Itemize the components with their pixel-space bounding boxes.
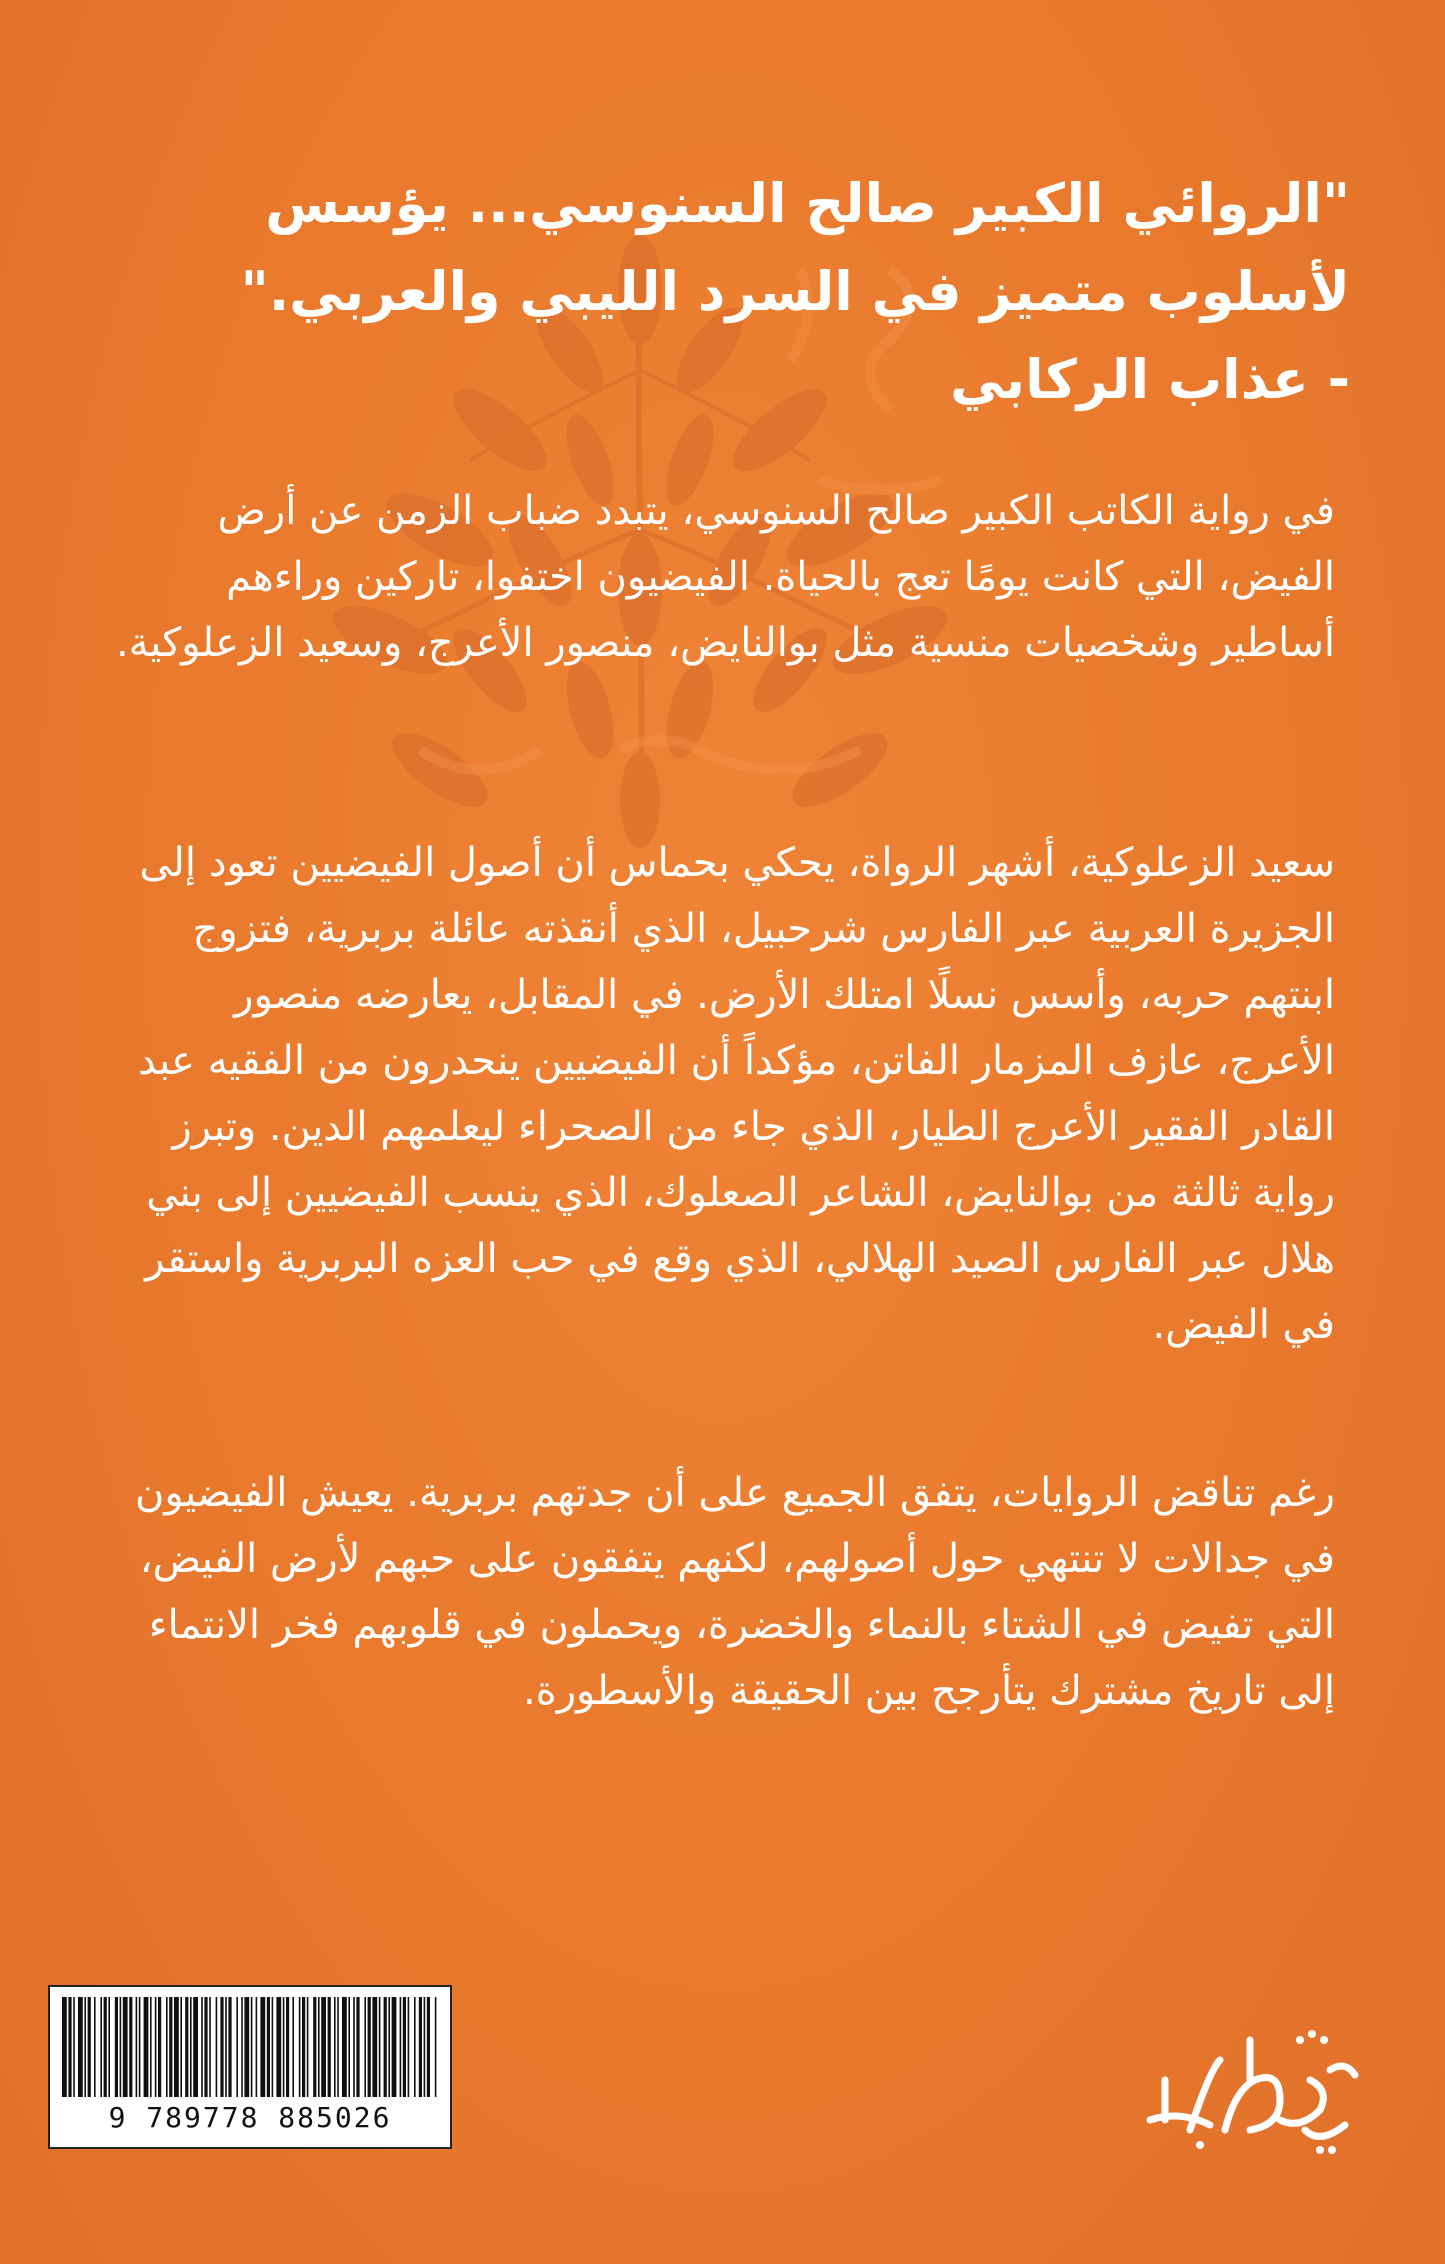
publisher-calligraphy-logo <box>1130 2010 1370 2160</box>
barcode-icon <box>60 1997 438 2097</box>
review-quote: "الروائي الكبير صالح السنوسي... يؤسس لأسلوب متميز في السرد الليبي والعربي." - عذاب الركابي <box>240 172 1350 411</box>
isbn-number: 9 789778 885026 <box>108 2101 392 2134</box>
synopsis-paragraph-2: سعيد الزعلوكية، أشهر الرواة، يحكي بحماس أن أصول الفيضيين تعود إلى الجزيرة العربية عبر الفارس شرحبيل، الذي أنقذته عائلة بربرية، فتزوج ابنتهم حربه، وأسس نسلًا امتلك الأرض. في المقابل، يعارضه منصور الأعرج، عازف المزمار الفاتن، مؤكداً أن الفيضيين ينحدرون من الفقيه عبد القادر الفقير الأعرج الطيار، الذي جاء من الصحراء ليعلمهم الدين. وتبرز رواية ثالثة من بوالنايض، الشاعر الصعلوك، الذي ينسب الفيضيين إلى بني هلال عبر الفارس الصيد الهلالي، الذي وقع في حب العزه البربرية واستقر في الفيض. <box>138 840 1335 1348</box>
synopsis-paragraph-3: رغم تناقض الروايات، يتفق الجميع على أن جدتهم بربرية. يعيش الفيضيون في جدالات لا تنتهي حول أصولهم، لكنهم يتفقون على حبهم لأرض الفيض، التي تفيض في الشتاء بالنماء والخضرة، ويحملون في قلوبهم فخر الانتماء إلى تاريخ مشترك يتأرجح بين الحقيقة والأسطورة. <box>134 1470 1335 1714</box>
synopsis-paragraph-1: في رواية الكاتب الكبير صالح السنوسي، يتبدد ضباب الزمن عن أرض الفيض، التي كانت يومًا تعج بالحياة. الفيضيون اختفوا، تاركين وراءهم أساطير وشخصيات منسية مثل بوالنايض، منصور الأعرج، وسعيد الزعلوكية. <box>115 488 1335 666</box>
isbn-barcode <box>48 1985 452 2149</box>
